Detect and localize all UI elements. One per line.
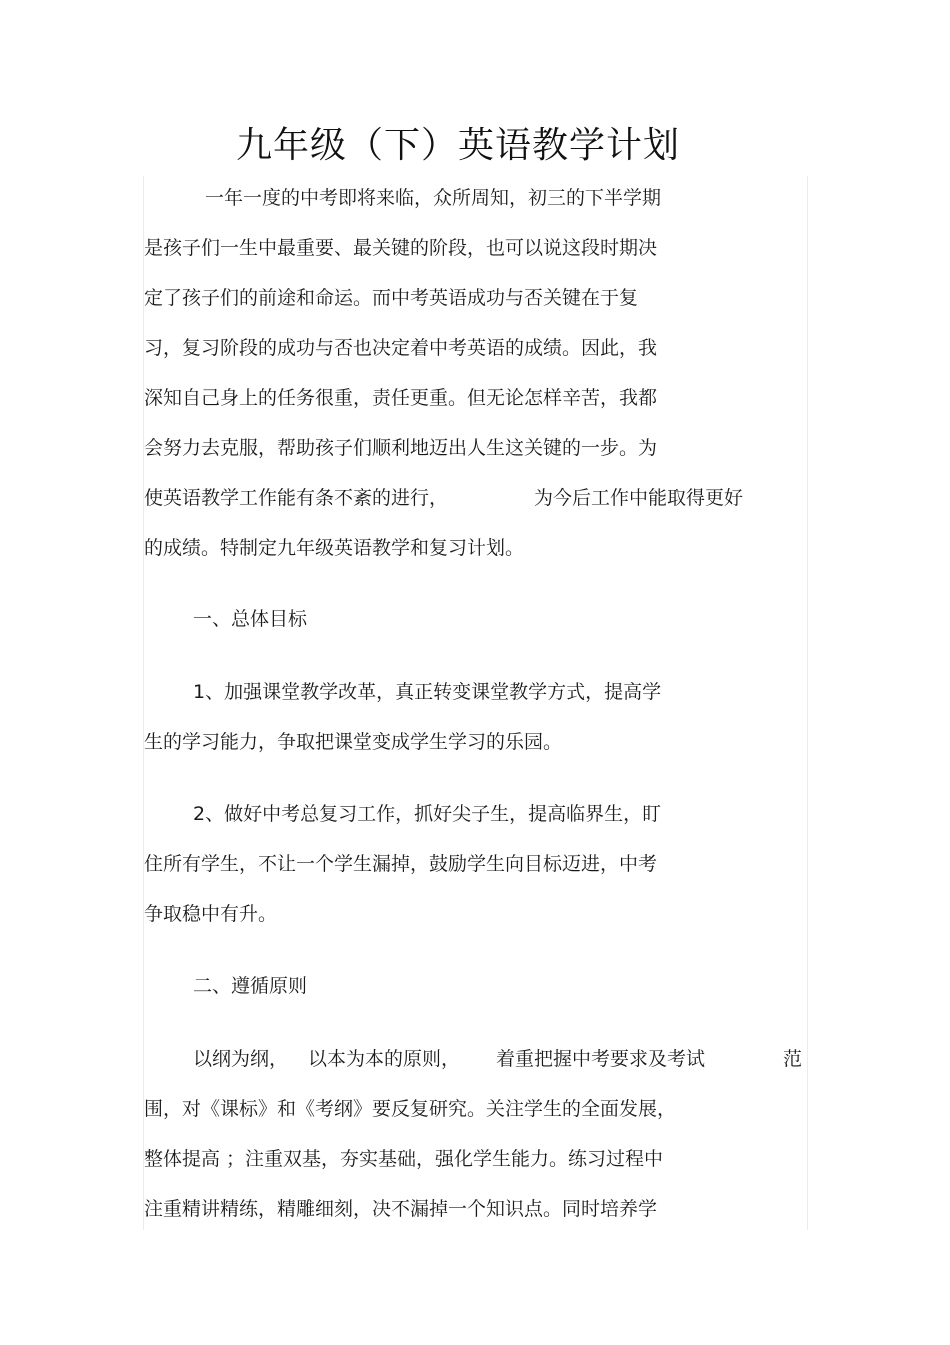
text-line: 会努力去克服，帮助孩子们顺利地迈出人生这关键的一步。为 <box>144 437 658 459</box>
text-segment: 以纲为纲， <box>193 1048 289 1070</box>
page-border-right <box>807 176 808 1230</box>
text-line: 1、加强课堂教学改革，真正转变课堂教学方式，提高学 <box>193 681 662 703</box>
text-segment: 为今后工作中能取得更好 <box>534 487 744 509</box>
text-line: 定了孩子们的前途和命运。而中考英语成功与否关键在于复 <box>144 287 639 309</box>
text-line: 的成绩。特制定九年级英语教学和复习计划。 <box>144 537 525 559</box>
text-line: 整体提高 ；注重双基，夯实基础，强化学生能力。练习过程中 <box>144 1148 664 1170</box>
text-line: 是孩子们一生中最重要、最关键的阶段，也可以说这段时期决 <box>144 237 658 259</box>
document-title: 九年级（下）英语教学计划 <box>235 125 680 166</box>
text-line: 围，对《课标》和《考纲》要反复研究。关注学生的全面发展， <box>144 1098 677 1120</box>
text-line: 注重精讲精练，精雕细刻，决不漏掉一个知识点。同时培养学 <box>144 1198 658 1220</box>
text-segment: 着重把握中考要求及考试 <box>496 1048 706 1070</box>
text-line: 生的学习能力，争取把课堂变成学生学习的乐园。 <box>144 731 563 753</box>
text-segment: 范 <box>783 1048 803 1070</box>
section-heading-principles: 二、遵循原则 <box>193 975 308 997</box>
text-segment: 以本为本的原则， <box>308 1048 461 1070</box>
text-line: 一年一度的中考即将来临，众所周知，初三的下半学期 <box>205 187 662 209</box>
text-line: 深知自己身上的任务很重，责任更重。但无论怎样辛苦，我都 <box>144 387 658 409</box>
text-line: 住所有学生，不让一个学生漏掉，鼓励学生向目标迈进，中考 <box>144 853 658 875</box>
text-segment: 使英语教学工作能有条不紊的进行， <box>144 487 449 509</box>
text-line: 2、做好中考总复习工作，抓好尖子生，提高临界生，盯 <box>193 803 662 825</box>
section-heading-goals: 一、总体目标 <box>193 608 308 630</box>
text-line: 争取稳中有升。 <box>144 903 278 925</box>
text-line: 习，复习阶段的成功与否也决定着中考英语的成绩。因此，我 <box>144 337 658 359</box>
